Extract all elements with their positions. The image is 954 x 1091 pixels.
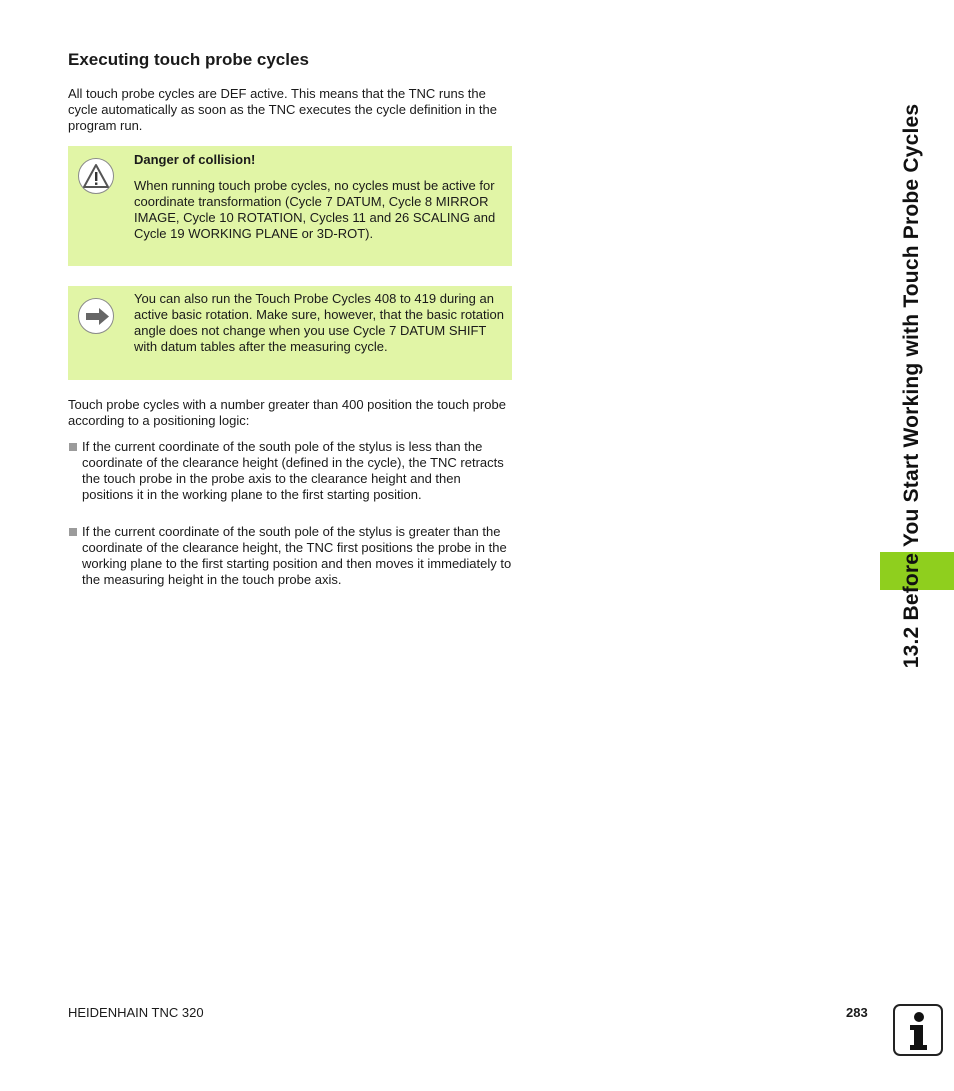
footer-product: HEIDENHAIN TNC 320 <box>68 1005 204 1020</box>
list-item-text: If the current coordinate of the south pole of the stylus is greater than the coordinate of the clearance height, the TNC first positions the probe in the working plane to the first starting position and then moves it immediately to the measuring height in the touch probe axis. <box>82 524 512 587</box>
arrow-right-icon <box>78 298 114 334</box>
list-item <box>68 524 512 588</box>
page-number: 283 <box>846 1005 868 1020</box>
tip-text: You can also run the Touch Probe Cycles 408 to 419 during an active basic rotation. Make sure, however, that the basic rotation angle does not change when you use Cycle 7 DATUM SHIFT with datum tables after the measuring cycle. <box>134 291 504 354</box>
warning-triangle-icon <box>78 158 114 194</box>
warning-text: When running touch probe cycles, no cycles must be active for coordinate transformation (Cycle 7 DATUM, Cycle 8 MIRROR IMAGE, Cycle 10 ROTATION, Cycles 11 and 26 SCALING and Cycle 19 WORKING PLANE or 3D-ROT). <box>134 178 496 241</box>
tip-note <box>68 286 512 380</box>
section-heading: Executing touch probe cycles <box>68 50 309 69</box>
list-item <box>68 439 512 503</box>
warning-title: Danger of collision! <box>134 152 256 167</box>
list-item-text: If the current coordinate of the south pole of the stylus is less than the coordinate of the clearance height (defined in the cycle), the TNC retracts the touch probe in the probe axis to the clearance height and then positions it in the working plane to the first starting position. <box>82 439 504 502</box>
info-icon <box>893 1004 943 1056</box>
intro-paragraph: All touch probe cycles are DEF active. This means that the TNC runs the cycle automatically as soon as the TNC executes the cycle definition in the program run. <box>68 86 497 133</box>
warning-note <box>68 146 512 266</box>
bullet-square-icon <box>69 443 77 451</box>
chapter-side-title-text: 13.2 Before You Start Working with Touch Probe Cycles <box>900 103 923 669</box>
positioning-intro: Touch probe cycles with a number greater than 400 position the touch probe according to a positioning logic: <box>68 397 506 428</box>
bullet-square-icon <box>69 528 77 536</box>
